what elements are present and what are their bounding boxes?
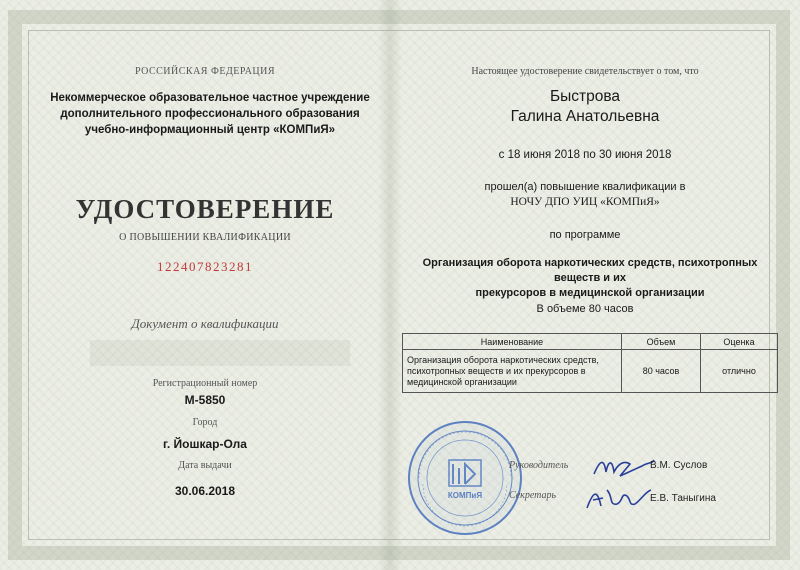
passed-training-text: прошел(а) повышение квалификации в — [484, 181, 686, 193]
course-grade-cell: отлично — [701, 350, 778, 393]
program-line: Организация оборота наркотических средств, психотропных веществ и их — [422, 257, 758, 284]
watermark-band — [90, 340, 350, 366]
program-name — [410, 256, 770, 301]
holder-surname: Быстрова — [549, 88, 621, 105]
header-grade: Оценка — [701, 334, 778, 350]
document-subtitle: О ПОВЫШЕНИИ КВАЛИФИКАЦИИ — [119, 232, 291, 243]
organization-short-name: НОЧУ ДПО УИЦ «КОМПиЯ» — [510, 196, 660, 208]
issue-date-label: Дата выдачи — [178, 460, 232, 471]
course-name-line: психотропных веществ и их прекурсоров в — [407, 365, 586, 376]
city-value: г. Йошкар-Ола — [163, 437, 247, 451]
registration-label: Регистрационный номер — [152, 378, 258, 389]
issue-date: 30.06.2018 — [174, 484, 236, 498]
training-period: с 18 июня 2018 по 30 июня 2018 — [498, 149, 672, 161]
document-number: 122407823281 — [157, 259, 253, 274]
program-volume: В объеме 80 часов — [536, 303, 634, 315]
secretary-name: Е.В. Таныгина — [650, 493, 716, 504]
issuing-organization — [45, 90, 375, 138]
secretary-label: Секретарь — [509, 490, 557, 501]
table-row — [403, 350, 778, 393]
head-label: Руководитель — [509, 460, 569, 471]
course-table — [402, 333, 778, 393]
holder-given-names: Галина Анатольевна — [510, 108, 660, 125]
registration-number: М-5850 — [184, 393, 226, 407]
secretary-signature — [583, 482, 655, 512]
program-line: прекурсоров в медицинской организации — [475, 287, 705, 299]
org-line: дополнительного профессионального образования — [60, 108, 360, 120]
org-line: Некоммерческое образовательное частное учреждение — [50, 92, 370, 104]
program-label: по программе — [549, 229, 621, 241]
city-label: Город — [192, 417, 218, 428]
header-volume: Объем — [622, 334, 701, 350]
country-heading: РОССИЙСКАЯ ФЕДЕРАЦИЯ — [134, 66, 276, 77]
table-header-row — [403, 334, 778, 350]
center-fold — [378, 0, 402, 570]
certificate-intro: Настоящее удостоверение свидетельствует о том, что — [471, 66, 699, 77]
head-name: В.М. Суслов — [650, 460, 708, 471]
header-name: Наименование — [403, 334, 622, 350]
course-name-line: Организация оборота наркотических средств, — [407, 354, 599, 365]
official-seal — [405, 418, 525, 538]
document-kind: Документ о квалификации — [131, 316, 279, 331]
document-title: УДОСТОВЕРЕНИЕ — [75, 194, 335, 224]
seal-logo-text: КОМПиЯ — [447, 491, 483, 500]
head-signature — [590, 452, 658, 480]
org-line: учебно-информационный центр «КОМПиЯ» — [84, 124, 336, 136]
course-volume-cell: 80 часов — [622, 350, 701, 393]
course-name-cell — [403, 350, 622, 393]
course-name-line: медицинской организации — [407, 376, 517, 387]
